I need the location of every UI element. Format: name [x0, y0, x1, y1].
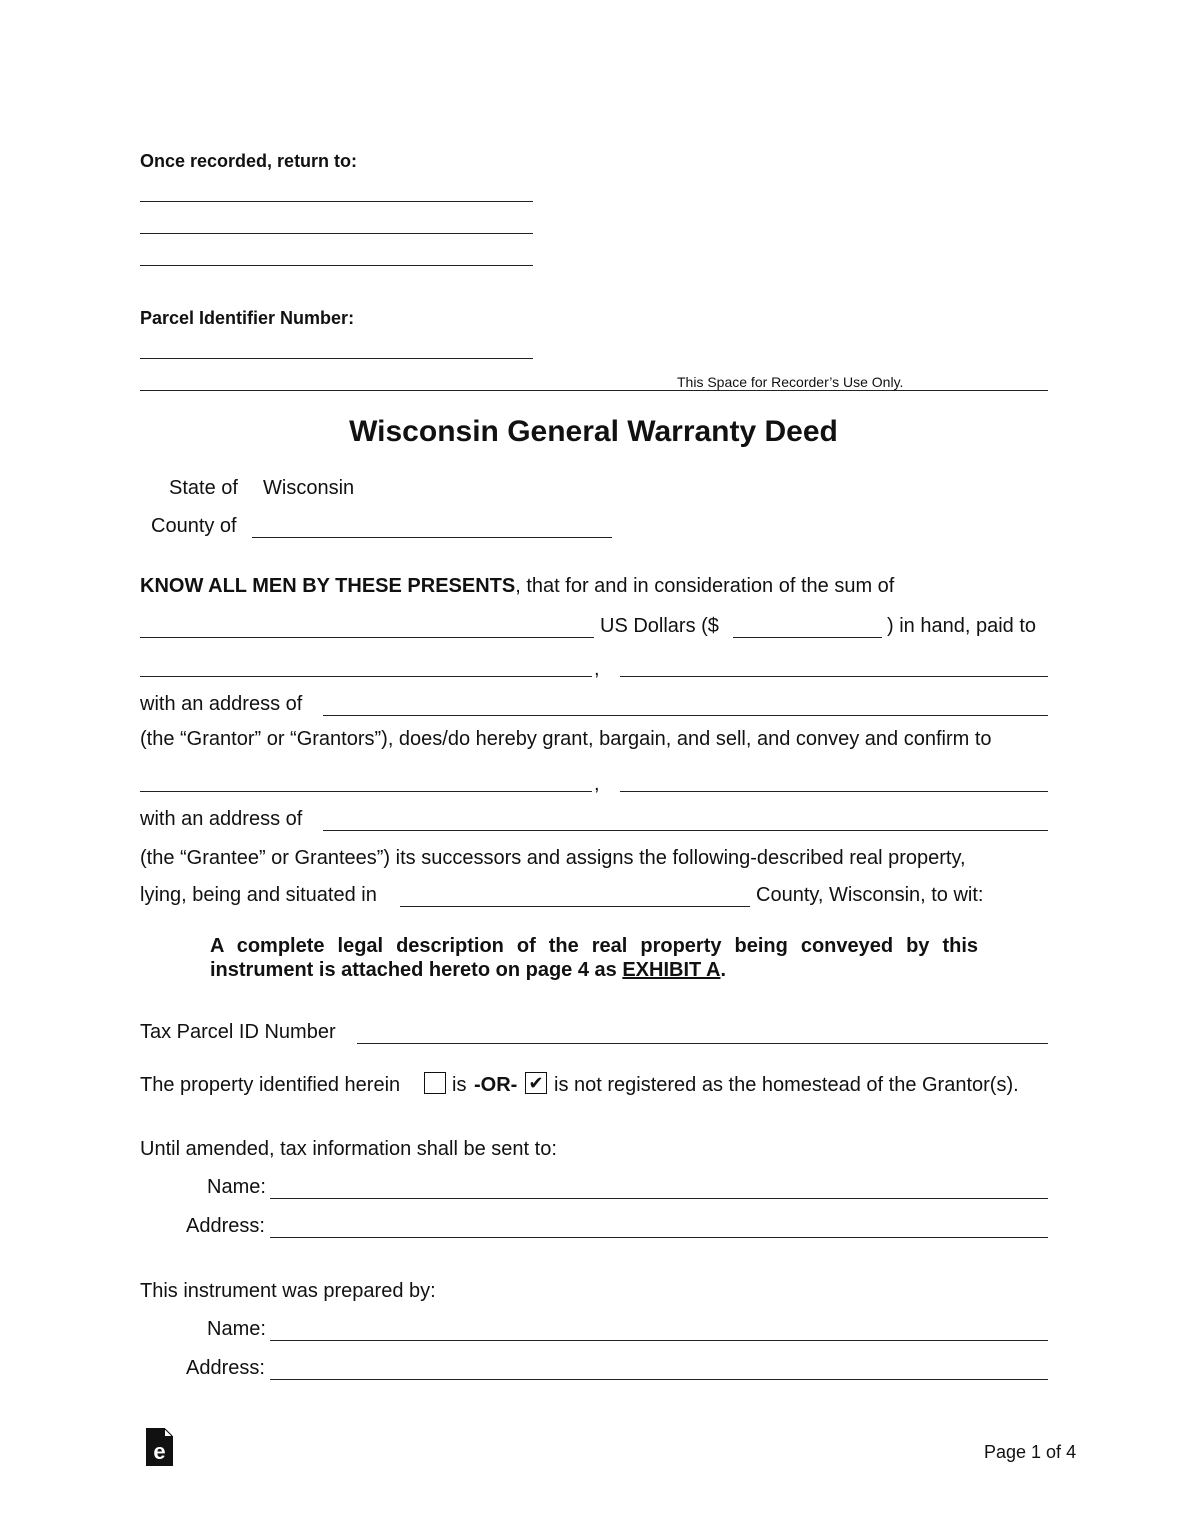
prepared-by-name-label: Name:: [207, 1318, 266, 1340]
grantee-name-line-2[interactable]: [620, 791, 1048, 792]
grantee-clause: (the “Grantee” or Grantees”) its successors and assigns the following-described real property,: [140, 847, 966, 869]
county-line[interactable]: [252, 537, 612, 538]
legal-description-prefix: instrument is attached hereto on page 4 as: [210, 959, 623, 981]
return-line-2[interactable]: [140, 233, 533, 234]
return-to-label: Once recorded, return to:: [140, 151, 358, 171]
eforms-logo-icon: [146, 1428, 173, 1466]
prepared-by-address-line[interactable]: [270, 1379, 1048, 1380]
homestead-is-not-checkbox[interactable]: [525, 1072, 547, 1094]
return-line-1[interactable]: [140, 201, 533, 202]
legal-description-period: .: [720, 959, 727, 981]
consideration-intro: [140, 574, 894, 598]
tax-info-name-line[interactable]: [270, 1198, 1048, 1199]
grantee-address-line[interactable]: [323, 830, 1048, 831]
situated-county-line[interactable]: [400, 906, 750, 907]
us-dollars-label: US Dollars ($: [600, 615, 719, 637]
consideration-amount-line[interactable]: [733, 637, 882, 638]
tax-parcel-line[interactable]: [357, 1043, 1048, 1044]
state-label: State of: [169, 477, 238, 499]
tax-info-address-label: Address:: [186, 1215, 265, 1237]
homestead-prefix: The property identified herein: [140, 1074, 401, 1096]
parcel-identifier-line[interactable]: [140, 358, 533, 359]
recorder-use-note: This Space for Recorder’s Use Only.: [677, 374, 904, 390]
legal-description-line-2: [210, 958, 726, 982]
grantor-clause: (the “Grantor” or “Grantors”), does/do hereby grant, bargain, and sell, and convey and confirm to: [140, 728, 992, 750]
grantor-name-line-1[interactable]: [140, 676, 592, 677]
homestead-is-checkbox[interactable]: [424, 1072, 446, 1094]
grantor-address-label: with an address of: [140, 693, 303, 715]
grantor-comma: ,: [594, 658, 600, 680]
homestead-is-not-label: is not registered as the homestead of the Grantor(s).: [554, 1074, 1019, 1096]
consideration-words-line[interactable]: [140, 637, 594, 638]
grantor-address-line[interactable]: [323, 715, 1048, 716]
svg-text:e: e: [153, 1439, 166, 1464]
grantee-name-line-1[interactable]: [140, 791, 592, 792]
prepared-by-heading: This instrument was prepared by:: [140, 1280, 436, 1302]
county-wisconsin-label: County, Wisconsin, to wit:: [756, 884, 984, 906]
recorder-divider: [140, 390, 1048, 391]
county-label: County of: [151, 515, 237, 537]
tax-info-heading: Until amended, tax information shall be sent to:: [140, 1138, 557, 1160]
return-line-3[interactable]: [140, 265, 533, 266]
tax-parcel-label: Tax Parcel ID Number: [140, 1021, 336, 1043]
parcel-identifier-label: Parcel Identifier Number:: [140, 308, 355, 328]
prepared-by-name-line[interactable]: [270, 1340, 1048, 1341]
tax-info-name-label: Name:: [207, 1176, 266, 1198]
state-value: Wisconsin: [263, 477, 355, 499]
in-hand-label: ) in hand, paid to: [887, 615, 1036, 637]
tax-info-address-line[interactable]: [270, 1237, 1048, 1238]
exhibit-a-link: EXHIBIT A: [622, 959, 721, 981]
grantor-name-line-2[interactable]: [620, 676, 1048, 677]
grantee-address-label: with an address of: [140, 808, 303, 830]
homestead-is-label: is: [452, 1074, 467, 1096]
prepared-by-address-label: Address:: [186, 1357, 265, 1379]
legal-description-line-1: A complete legal description of the real property being conveyed by this: [210, 935, 978, 957]
page-title: Wisconsin General Warranty Deed: [349, 415, 838, 448]
situated-label: lying, being and situated in: [140, 884, 377, 906]
check-mark-icon: ✔: [528, 1073, 544, 1093]
homestead-or-label: -OR-: [474, 1074, 518, 1096]
consideration-rest: , that for and in consideration of the sum of: [515, 575, 895, 597]
consideration-lead: KNOW ALL MEN BY THESE PRESENTS: [140, 575, 516, 597]
grantee-comma: ,: [594, 773, 600, 795]
page-number: Page 1 of 4: [984, 1442, 1077, 1462]
